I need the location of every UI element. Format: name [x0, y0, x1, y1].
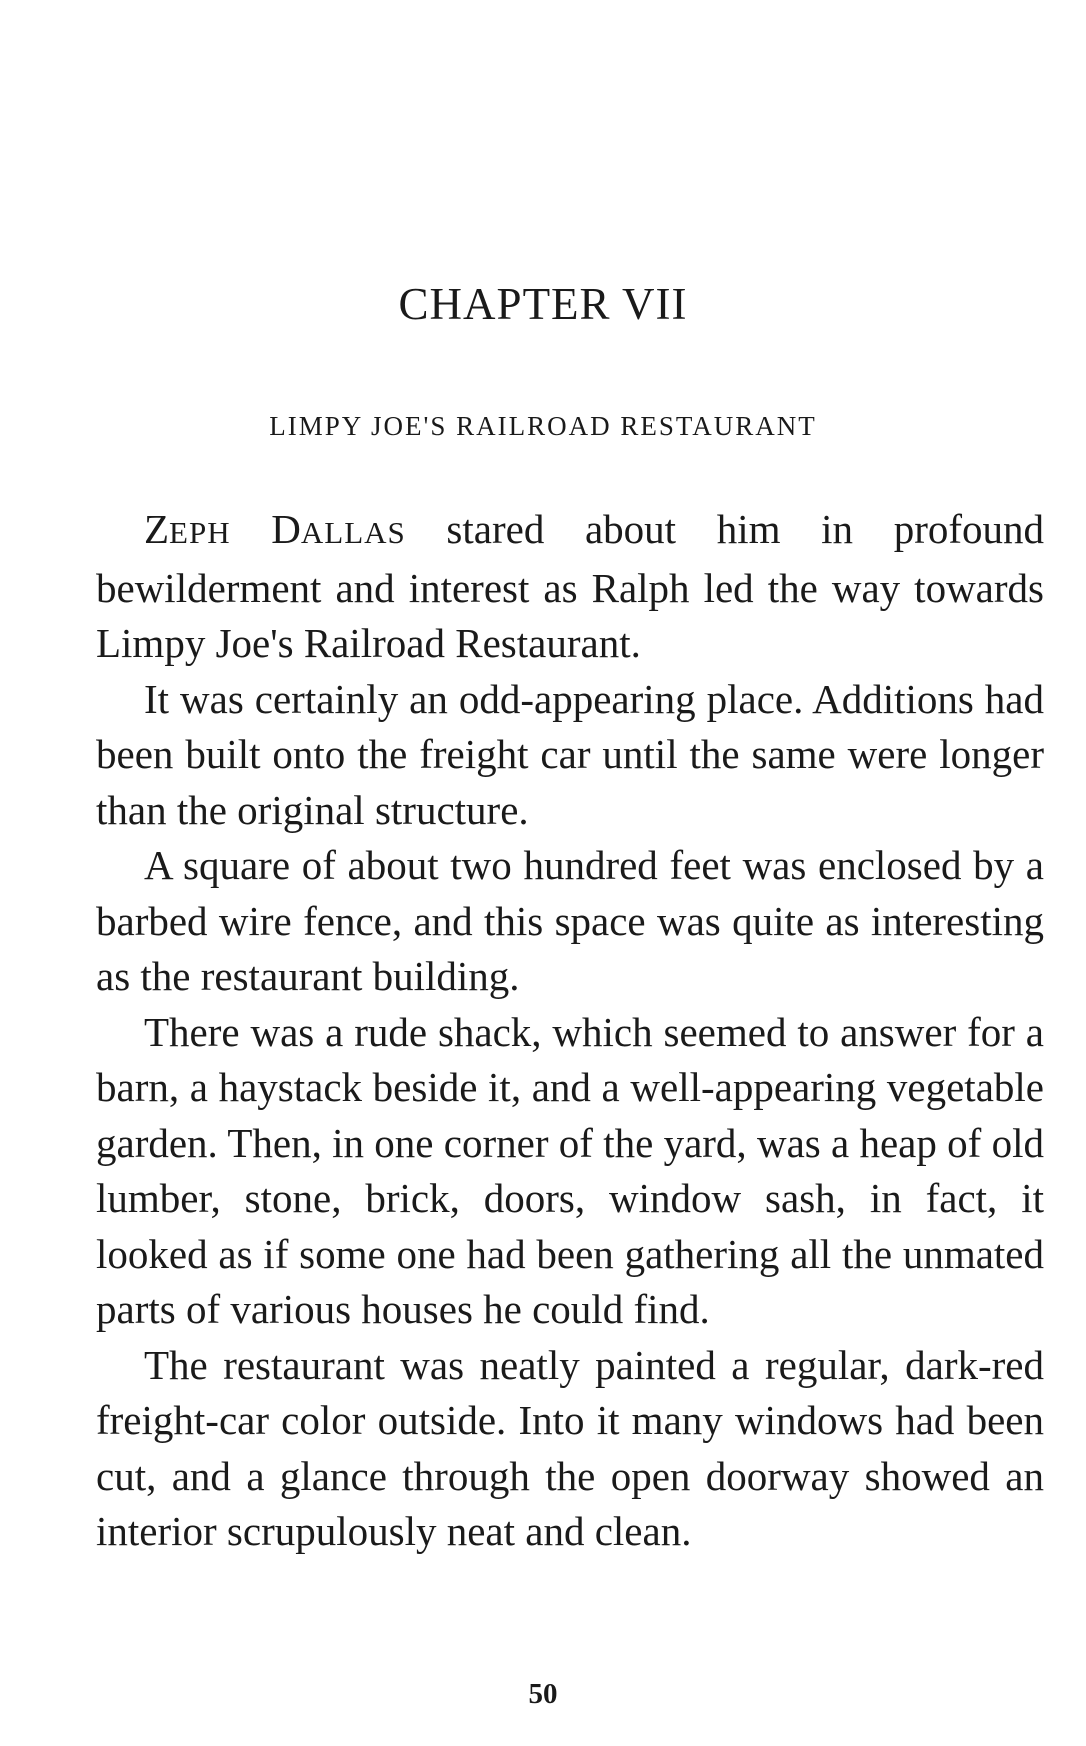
- lead-initial: Z: [144, 506, 170, 552]
- page-number: 50: [528, 1678, 558, 1710]
- chapter-subtitle: LIMPY JOE'S RAILROAD RESTAURANT: [269, 411, 817, 441]
- paragraph-5: The restaurant was neatly painted a regular, dark-red freight-car color outside. Into it many windows had been cut, and a glance through the open doorway showed an interior scrupulously neat and clean.: [96, 1341, 1044, 1554]
- chapter-body: [96, 502, 1044, 1560]
- chapter-heading: CHAPTER VII: [398, 279, 688, 329]
- paragraph-3: A square of about two hundred feet was enclosed by a barbed wire fence, and this space was quite as interesting as the restaurant building.: [96, 842, 1044, 999]
- paragraph-4: There was a rude shack, which seemed to answer for a barn, a haystack beside it, and a well-appearing vegetable garden. Then, in one corner of the yard, was a heap of old lumber, stone, brick, doors, window sash, in fact, it looked as if some one had been gathering all the unmated parts of various houses he could find.: [96, 1008, 1044, 1332]
- lead-initial-2: D: [271, 506, 301, 552]
- paragraph-2: It was certainly an odd-appearing place. Additions had been built onto the freight car until the same were longer than the original structure.: [96, 675, 1044, 833]
- paragraph-1-text: stared about him in profound bewilderment and interest as Ralph led the way towards Limpy Joe's Railroad Restaurant.: [96, 506, 1045, 666]
- paragraph-1: [96, 502, 1044, 672]
- lead-small-caps: EPH: [169, 515, 231, 550]
- lead-small-caps-2: ALLAS: [300, 515, 406, 550]
